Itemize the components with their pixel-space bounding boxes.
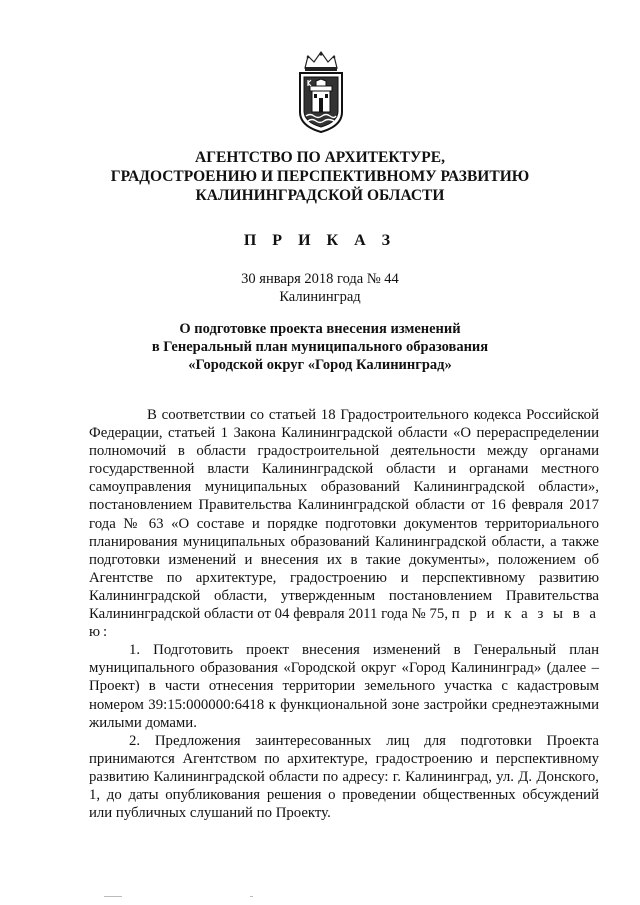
agency-name-line-3: КАЛИНИНГРАДСКОЙ ОБЛАСТИ: [195, 187, 445, 204]
agency-name: [80, 148, 560, 205]
document-date-number: 30 января 2018 года № 44: [241, 271, 399, 287]
order-item-2: 2. Предложения заинтересованных лиц для подготовки Проекта принимаются Агентством по архитектуре, градостроению и перспективному развитию Калининградской области по адресу: г. Калининград, ул. Д. Донского, 1, до даты опубликования решения о проведении общественных обсуждений или публичных слушаний по Проекту.: [89, 732, 599, 822]
subject-line-3: «Городской округ «Город Калининград»: [188, 357, 452, 373]
order-item-1: 1. Подготовить проект внесения изменений в Генеральный план муниципального образования «Городской округ «Город Калининград» (далее – Проект) в части отнесения территории земельного участка с кадастровым номером 39:15:000000:6418 к функциональной зоне застройки среднеэтажными жилыми домами.: [89, 642, 599, 731]
scan-footer-marks: [100, 896, 540, 902]
scan-mark: [104, 896, 122, 897]
preamble-paragraph: [89, 406, 599, 641]
document-city: Калининград: [279, 289, 361, 305]
order-body: [89, 406, 599, 822]
agency-name-line-1: АГЕНТСТВО ПО АРХИТЕКТУРЕ,: [195, 149, 445, 166]
agency-name-line-2: ГРАДОСТРОЕНИЮ И ПЕРСПЕКТИВНОМУ РАЗВИТИЮ: [110, 168, 530, 185]
scan-mark: [250, 896, 253, 897]
preamble-text: В соответствии со статьей 18 Градостроительного кодекса Российской Федерации, статьей 1 Закона Калининградской области «О перераспределении полномочий в области градостроительной деятельности между органами государственной власти Калининградской области и органами местного самоуправления муниципальных образований Калининградской области», постановлением Правительства Калининградской области от 16 февраля 2017 года № 63 «О составе и порядке подготовки документов территориального планирования муниципальных образований Калининградской области, а также подготовки изменений и внесения их в такие документы», положением об Агентстве по архитектуре, градостроению и перспективному развитию Калининградской области, утвержденным постановлением Правительства Калининградской области от 04 февраля 2011 года № 75,: [89, 407, 599, 623]
order-subject: [80, 320, 560, 374]
document-type-heading: П Р И К А З: [243, 232, 397, 249]
coat-of-arms-icon: [296, 50, 346, 134]
order-word: п р и к а з ы в а ю:: [89, 606, 599, 641]
subject-line-1: О подготовке проекта внесения изменений: [179, 321, 461, 337]
subject-line-2: в Генеральный план муниципального образования: [151, 339, 489, 355]
